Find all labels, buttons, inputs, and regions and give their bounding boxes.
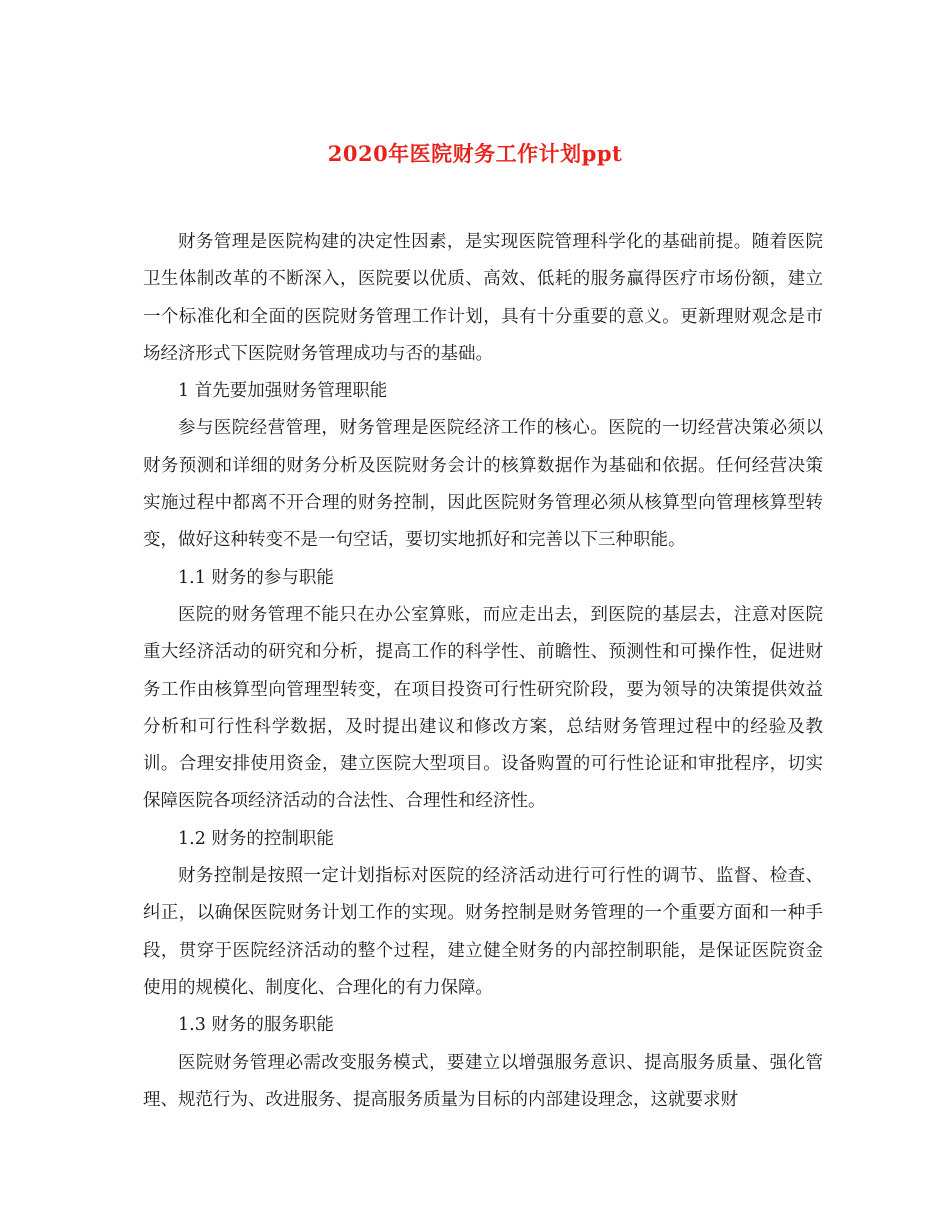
paragraph-section-1-2: 财务控制是按照一定计划指标对医院的经济活动进行可行性的调节、监督、检查、纠正，以确保医院财务计划工作的实现。财务控制是财务管理的一个重要方面和一种手段，贯穿于医院经济活动的整个过程，建立健全财务的内部控制职能，是保证医院资金使用的规模化、制度化、合理化的有力保障。	[143, 866, 823, 998]
paragraph-section-1: 参与医院经营管理，财务管理是医院经济工作的核心。医院的一切经营决策必须以财务预测和详细的财务分析及医院财务会计的核算数据作为基础和依据。任何经营决策实施过程中都离不开合理的财务控制，因此医院财务管理必须从核算型向管理核算型转变，做好这种转变不是一句空话，要切实地抓好和完善以下三种职能。	[143, 418, 823, 551]
section-heading-1-2: 1.2 财务的控制职能	[178, 828, 334, 849]
document-body	[143, 224, 823, 1119]
paragraph-section-1-3: 医院财务管理必需改变服务模式，要建立以增强服务意识、提高服务质量、强化管理、规范行为、改进服务、提高服务质量为目标的内部建设理念，这就要求财	[143, 1052, 823, 1110]
section-heading-1: 1 首先要加强财务管理职能	[178, 381, 388, 402]
paragraph-section-1-1: 医院的财务管理不能只在办公室算账，而应走出去，到医院的基层去，注意对医院重大经济活动的研究和分析，提高工作的科学性、前瞻性、预测性和可操作性，促进财务工作由核算型向管理型转变，在项目投资可行性研究阶段，要为领导的决策提供效益分析和可行性科学数据，及时提出建议和修改方案，总结财务管理过程中的经验及教训。合理安排使用资金，建立医院大型项目。设备购置的可行性论证和审批程序，切实保障医院各项经济活动的合法性、合理性和经济性。	[143, 604, 823, 812]
section-heading-1-3: 1.3 财务的服务职能	[178, 1015, 334, 1036]
document-title: 2020年医院财务工作计划ppt	[327, 141, 623, 166]
paragraph-intro: 财务管理是医院构建的决定性因素，是实现医院管理科学化的基础前提。随着医院卫生体制改革的不断深入，医院要以优质、高效、低耗的服务赢得医疗市场份额，建立一个标准化和全面的医院财务管理工作计划，具有十分重要的意义。更新理财观念是市场经济形式下医院财务管理成功与否的基础。	[143, 232, 823, 364]
section-heading-1-1: 1.1 财务的参与职能	[178, 567, 334, 588]
